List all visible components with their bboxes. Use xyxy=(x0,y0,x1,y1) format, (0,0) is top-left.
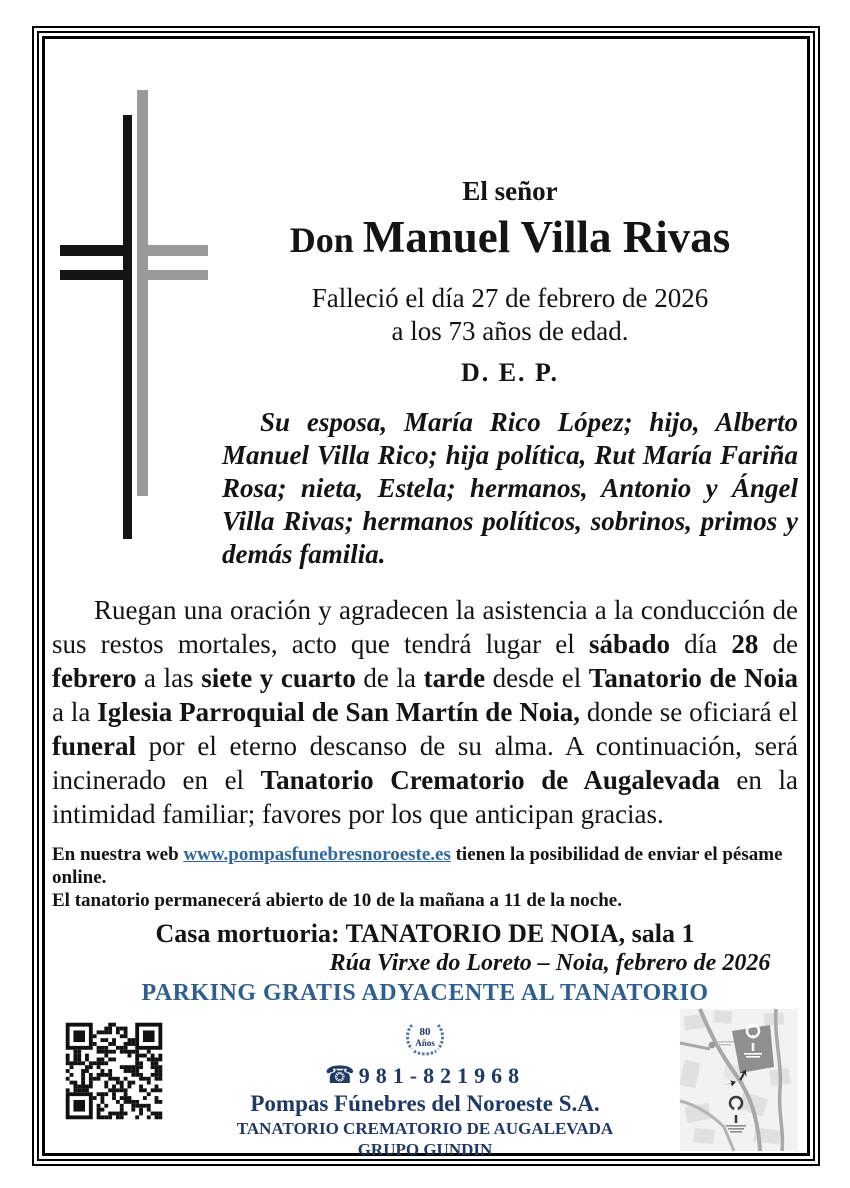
footer xyxy=(52,1015,798,1160)
emphasis-text: tarde xyxy=(423,663,486,693)
body-text: tienen la posibilidad de enviar el pésame online. xyxy=(52,844,783,888)
announcement-paragraph xyxy=(52,593,798,831)
body-text: de la xyxy=(355,663,424,693)
name-main: Manuel Villa Rivas xyxy=(362,212,731,262)
parking-notice: PARKING GRATIS ADYACENTE AL TANATORIO xyxy=(141,980,709,1006)
group-name: GRUPO GUNDIN xyxy=(357,1140,493,1159)
phone-line xyxy=(170,1061,680,1089)
body-text: en la intimidad familiar; favores por los que anticipan gracias. xyxy=(52,765,798,829)
web-notice-line1 xyxy=(52,843,798,889)
body-text: En nuestra web xyxy=(52,844,184,865)
80-anos-laurel-badge-icon xyxy=(402,1017,448,1059)
qr-code-icon xyxy=(58,1015,170,1127)
memorial-cross-icon xyxy=(58,86,210,542)
emphasis-text: funeral xyxy=(52,731,136,761)
deceased-name xyxy=(222,211,798,274)
body-text: desde el xyxy=(485,663,589,693)
emphasis-text: febrero xyxy=(52,663,137,693)
location-map-icon xyxy=(680,1009,798,1151)
emphasis-text: sábado xyxy=(588,629,671,659)
death-age: a los 73 años de edad. xyxy=(391,316,629,346)
mortuary-address-line: Rúa Virxe do Loreto – Noia, febrero de 2026 xyxy=(329,950,771,976)
web-notice xyxy=(52,843,798,912)
honorific: El señor xyxy=(462,176,558,206)
name-prefix: Don xyxy=(289,220,363,260)
death-date: Falleció el día 27 de febrero de 2026 xyxy=(311,283,709,313)
notice-content xyxy=(52,48,798,1159)
body-text: Ruegan una oración y agradecen la asistencia a la conducción de sus restos mortales, acto que tendrá lugar el xyxy=(52,595,798,659)
mortuary-house-line: Casa mortuoria: TANATORIO DE NOIA, sala 1 xyxy=(155,919,695,948)
body-text: donde se oficiará el xyxy=(579,697,798,727)
body-text: a las xyxy=(136,663,202,693)
body-text: por el eterno descanso de su alma. A continuación, será incinerado en el xyxy=(52,731,798,795)
company-name: Pompas Fúnebres del Noroeste S.A. xyxy=(250,1091,600,1116)
emphasis-text: Tanatorio de Noia xyxy=(588,663,798,693)
phone-number: 981-821968 xyxy=(358,1063,526,1088)
pesame-link[interactable]: www.pompasfunebresnoroeste.es xyxy=(183,844,451,865)
emphasis-text: 28 xyxy=(731,629,759,659)
body-text: de xyxy=(758,629,798,659)
body-text: a la xyxy=(52,697,98,727)
body-text: día xyxy=(670,629,732,659)
dep-abbreviation: D. E. P. xyxy=(460,358,560,387)
emphasis-text: siete y cuarto xyxy=(201,663,356,693)
family-paragraph: Su esposa, María Rico López; hijo, Alberto Manuel Villa Rico; hija política, Rut María Fariña Rosa; nieta, Estela; hermanos, Antonio y Ángel Villa Rivas; hermanos políticos, sobrinos, primos y demás familia. xyxy=(222,407,798,569)
web-notice-line2: El tanatorio permanecerá abierto de 10 de la mañana a 11 de la noche. xyxy=(52,890,622,911)
emphasis-text: Tanatorio Crematorio de Augalevada xyxy=(260,765,720,795)
phone-icon: ☎ xyxy=(324,1061,355,1089)
funeral-home-block xyxy=(170,1015,680,1160)
svg-text:80: 80 xyxy=(419,1026,431,1038)
svg-text:Años: Años xyxy=(415,1038,435,1048)
emphasis-text: Iglesia Parroquial de San Martín de Noia, xyxy=(97,697,580,727)
death-info xyxy=(222,282,798,348)
header-block xyxy=(222,176,798,388)
facility-name: TANATORIO CREMATORIO DE AUGALEVADA xyxy=(236,1119,614,1138)
